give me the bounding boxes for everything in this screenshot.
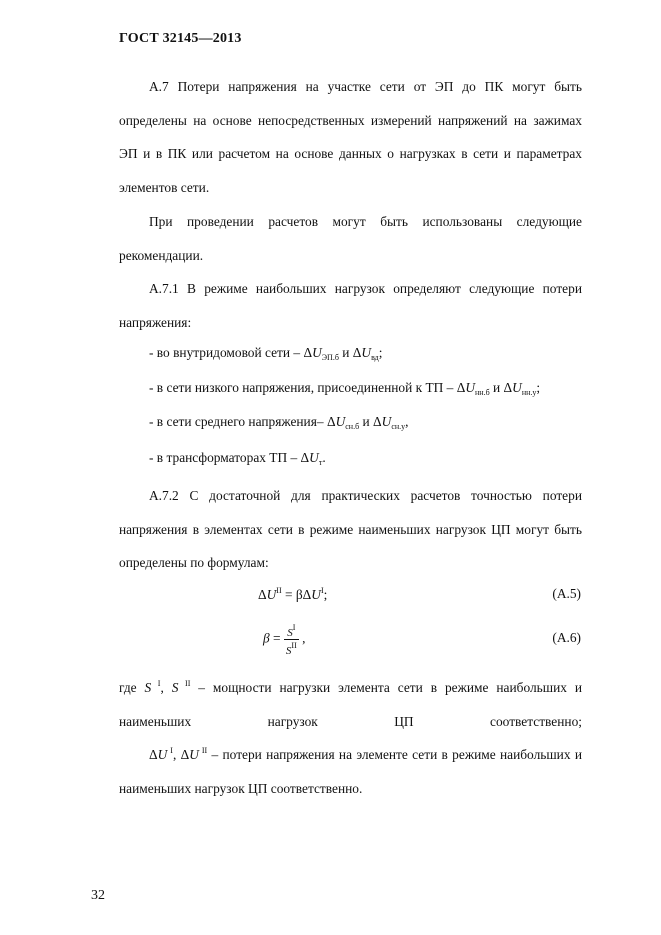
document-header: ГОСТ 32145—2013 [119,31,242,46]
paragraph-where-s: где S $^I$, S $^{II}$ – мощности нагрузки элемента сети в режиме наибольших и наименьших нагрузок ЦП соответственно; [119,679,583,729]
paragraph-delta-u: ΔU $^I$, ΔU $^{II}$ – потери напряжения на элементе сети в режиме наибольших и наименьших нагрузок ЦП соответственно. [119,746,583,796]
paragraph-a7-2: А.7.2 С достаточной для практических расчетов точностью потери напряжения в элементах сети в режиме наименьших нагрузок ЦП могут быть определены по формулам: [119,488,582,571]
bullet-item-medium-voltage: - в сети среднего напряжения– $\Delta U_{сн.б}$ и $\Delta U_{сн.у}$, [149,414,409,431]
page-number: 32 [91,888,105,903]
bullet-item-transformers: - в трансформаторах ТП – $\Delta U_т$. [149,450,326,467]
bullet-item-internal-network: - во внутридомовой сети – $\Delta U_{ЭП.б}$ и $\Delta U_{вд}$; [149,345,383,362]
paragraph-recommendations: При проведении расчетов могут быть использованы следующие рекомендации. [119,214,582,263]
equation-number-a6: (А.6) [552,630,581,645]
paragraph-a7-1: А.7.1 В режиме наибольших нагрузок определяют следующие потери напряжения: [119,281,582,330]
fraction: $\frac{S^I}{S^{II}}$ [285,623,297,657]
bullet-item-low-voltage: - в сети низкого напряжения, присоединенной к ТП – $\Delta U_{нн.б}$ и $\Delta U_{нн.у}$; [149,380,541,397]
paragraph-a7: А.7 Потери напряжения на участке сети от ЭП до ПК могут быть определены на основе непосредственных измерений напряжений на зажимах ЭП и в ПК или расчетом на основе данных о нагрузках в сети и параметрах элементов сети. [119,79,582,195]
formula-a6: β = $\frac{S^I}{S^{II}}$ , [263,623,306,657]
formula-a5: $\Delta U^{II} = \beta\Delta U^I$; [258,586,328,602]
equation-number-a5: (А.5) [552,586,581,601]
